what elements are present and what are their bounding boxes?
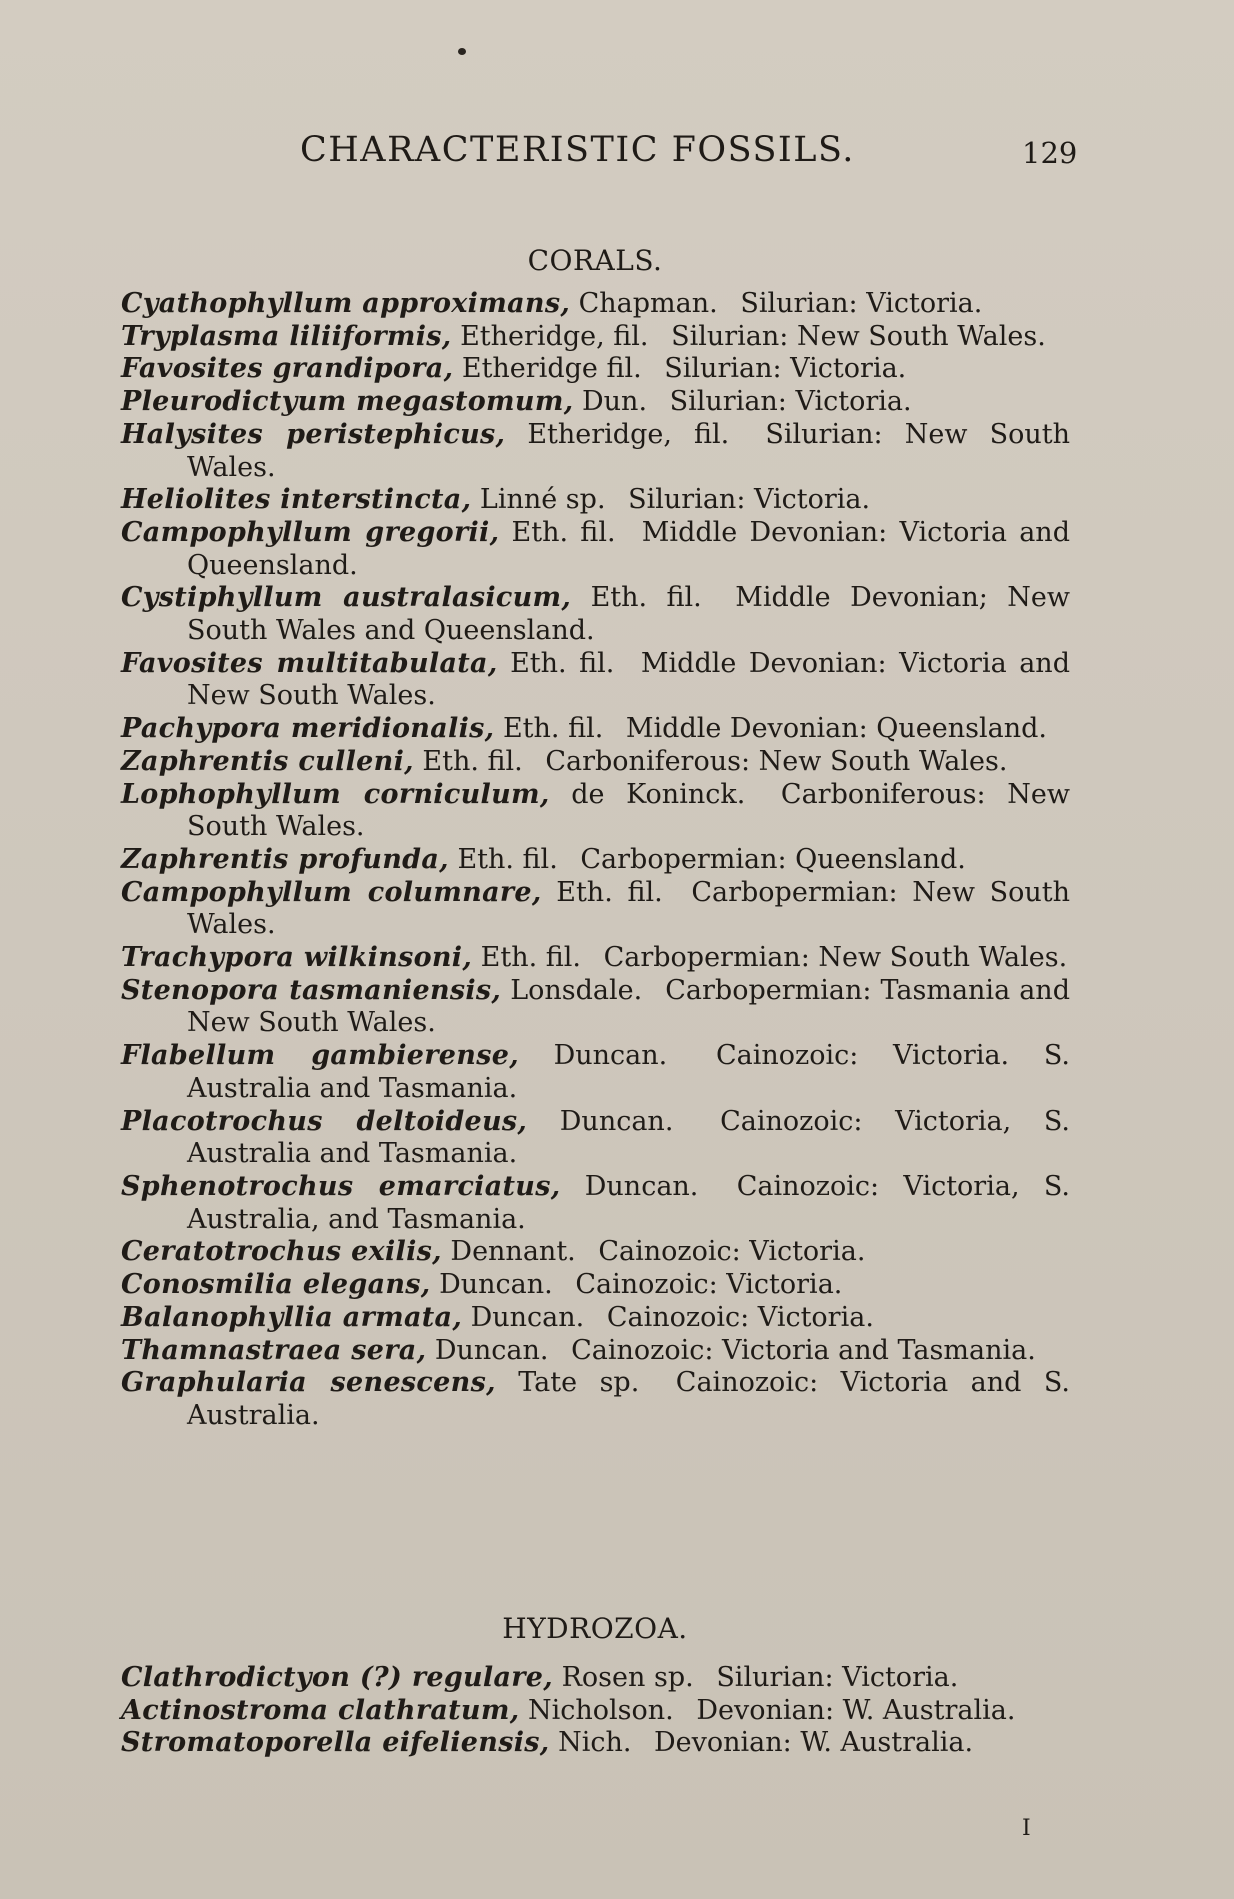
taxon-name: Actinostroma clathratum, — [121, 1694, 520, 1726]
fossil-entry — [121, 419, 1070, 484]
taxon-authority: Nich. — [558, 1727, 632, 1759]
fossil-entry — [121, 877, 1070, 942]
taxon-name: Sphenotrochus emarciatus, — [121, 1170, 561, 1202]
fossil-entry — [121, 1106, 1070, 1171]
fossil-entry — [121, 517, 1070, 582]
taxon-name: Zaphrentis profunda, — [121, 843, 449, 875]
taxon-authority: Etheridge, fil. — [527, 418, 730, 450]
corals-list — [121, 288, 1070, 1433]
taxon-authority: Etheridge fil. — [461, 353, 642, 385]
taxon-name: Pachypora meridionalis, — [121, 713, 495, 745]
fossil-entry — [121, 353, 1070, 386]
taxon-authority: Duncan. — [553, 1040, 668, 1072]
fossil-entry — [121, 386, 1070, 419]
taxon-name: Stenopora tasmaniensis, — [121, 974, 502, 1006]
taxon-authority: Tate sp. — [518, 1367, 640, 1399]
taxon-name: Thamnastraea sera, — [121, 1334, 427, 1366]
fossil-entry — [121, 288, 1070, 321]
taxon-name: Placotrochus deltoideus, — [121, 1105, 528, 1137]
taxon-authority: de Koninck. — [571, 778, 746, 810]
fossil-entry — [121, 713, 1070, 746]
geologic-occurrence: Cainozoic: Victoria, S. Australia, and Tasmania. — [187, 1170, 1070, 1235]
fossil-entry — [121, 1236, 1070, 1269]
geologic-occurrence: Carbopermian: Tasmania and New South Wales. — [187, 974, 1070, 1039]
fossil-entry — [121, 1662, 1070, 1695]
taxon-name: Clathrodictyon (?) regulare, — [121, 1662, 553, 1693]
taxon-authority: Nicholson. — [528, 1694, 674, 1726]
geologic-occurrence: Silurian: Victoria. — [664, 353, 907, 385]
taxon-authority: Lonsdale. — [510, 974, 643, 1006]
geologic-occurrence: Silurian: Victoria. — [628, 484, 871, 516]
running-head: CHARACTERISTIC FOSSILS. — [300, 130, 855, 170]
taxon-authority: Eth. fil. — [590, 582, 702, 614]
fossil-entry — [121, 1367, 1070, 1432]
fossil-entry — [121, 1727, 1070, 1760]
taxon-name: Stromatoporella eifeliensis, — [121, 1727, 550, 1759]
taxon-authority: Duncan. — [434, 1334, 549, 1366]
fossil-entry — [121, 1302, 1070, 1335]
fossil-entry — [121, 1171, 1070, 1236]
taxon-authority: Chapman. — [578, 288, 718, 319]
geologic-occurrence: Carbopermian: Queensland. — [580, 843, 966, 875]
geologic-occurrence: Middle Devonian: Victoria and New South Wales. — [187, 647, 1070, 712]
fossil-entry — [121, 582, 1070, 647]
geologic-occurrence: Cainozoic: Victoria. S. Australia and Tasmania. — [187, 1040, 1070, 1104]
hydrozoa-list — [121, 1662, 1070, 1760]
taxon-authority: Eth. fil. — [502, 713, 604, 745]
fossil-entry — [121, 1269, 1070, 1302]
page-number: 129 — [1022, 136, 1078, 170]
geologic-occurrence: Silurian: Victoria. — [740, 288, 983, 319]
corals-heading: CORALS. — [527, 244, 663, 277]
geologic-occurrence: Cainozoic: Victoria, S. Australia and Tasmania. — [187, 1105, 1070, 1170]
taxon-authority: Eth. fil. — [510, 647, 615, 679]
taxon-authority: Etheridge, fil. — [460, 320, 649, 352]
taxon-authority: Duncan. — [584, 1170, 699, 1202]
ink-speck — [458, 48, 466, 55]
fossil-entry — [121, 1695, 1070, 1728]
taxon-name: Graphularia senescens, — [121, 1367, 496, 1399]
geologic-occurrence: Silurian: New South Wales. — [187, 418, 1070, 483]
taxon-authority: Duncan. — [559, 1105, 674, 1137]
taxon-authority: Eth. fil. — [457, 843, 558, 875]
geologic-occurrence: Middle Devonian; New South Wales and Queensland. — [187, 582, 1070, 647]
taxon-name: Favosites multitabulata, — [121, 647, 498, 679]
fossil-entry — [121, 648, 1070, 713]
taxon-name: Pleurodictyum megastomum, — [121, 386, 574, 418]
geologic-occurrence: Cainozoic: Victoria and S. Australia. — [187, 1367, 1070, 1431]
geologic-occurrence: Middle Devonian: Victoria and Queensland. — [187, 516, 1070, 581]
fossil-entry — [121, 844, 1070, 877]
taxon-name: Halysites peristephicus, — [121, 418, 506, 450]
taxon-authority: Eth. fil. — [556, 876, 663, 908]
taxon-authority: Eth. fil. — [422, 745, 523, 777]
taxon-name: Balanophyllia armata, — [121, 1301, 463, 1333]
taxon-name: Heliolites interstincta, — [121, 484, 472, 516]
taxon-authority: Duncan. — [470, 1301, 585, 1333]
taxon-name: Tryplasma liliiformis, — [121, 320, 452, 352]
taxon-name: Campophyllum columnare, — [121, 876, 542, 908]
fossil-entry — [121, 1040, 1070, 1105]
geologic-occurrence: Cainozoic: Victoria. — [598, 1236, 866, 1268]
taxon-authority: Dun. — [582, 386, 648, 418]
geologic-occurrence: Carboniferous: New South Wales. — [187, 778, 1070, 843]
fossil-entry — [121, 975, 1070, 1040]
geologic-occurrence: Middle Devonian: Queensland. — [625, 713, 1047, 745]
fossil-entry — [121, 746, 1070, 779]
taxon-name: Trachypora wilkinsoni, — [121, 942, 473, 974]
taxon-name: Conosmilia elegans, — [121, 1269, 431, 1301]
geologic-occurrence: Cainozoic: Victoria. — [575, 1269, 843, 1301]
fossil-entry — [121, 1335, 1070, 1368]
fossil-entry — [121, 942, 1070, 975]
geologic-occurrence: Cainozoic: Victoria. — [606, 1301, 874, 1333]
taxon-authority: Eth. fil. — [480, 942, 581, 974]
geologic-occurrence: Devonian: W. Australia. — [696, 1694, 1016, 1726]
geologic-occurrence: Cainozoic: Victoria and Tasmania. — [571, 1334, 1036, 1366]
taxon-authority: Linné sp. — [479, 484, 606, 516]
taxon-name: Cystiphyllum australasicum, — [121, 582, 572, 614]
geologic-occurrence: Devonian: W. Australia. — [654, 1727, 974, 1759]
taxon-name: Favosites grandipora, — [121, 353, 454, 385]
geologic-occurrence: Carbopermian: New South Wales. — [187, 876, 1070, 941]
taxon-name: Lophophyllum corniculum, — [121, 778, 550, 810]
fossil-entry — [121, 321, 1070, 354]
taxon-name: Ceratotrochus exilis, — [121, 1236, 442, 1268]
taxon-authority: Rosen sp. — [561, 1662, 694, 1693]
signature-mark: I — [1022, 1816, 1031, 1841]
fossil-entry — [121, 484, 1070, 517]
taxon-name: Zaphrentis culleni, — [121, 745, 414, 777]
geologic-occurrence: Carboniferous: New South Wales. — [545, 745, 1008, 777]
geologic-occurrence: Silurian: New South Wales. — [671, 320, 1046, 352]
geologic-occurrence: Silurian: Victoria. — [669, 386, 912, 418]
taxon-name: Cyathophyllum approximans, — [121, 288, 571, 319]
geologic-occurrence: Silurian: Victoria. — [716, 1662, 959, 1693]
taxon-authority: Duncan. — [439, 1269, 553, 1301]
taxon-name: Campophyllum gregorii, — [121, 516, 500, 548]
fossil-entry — [121, 779, 1070, 844]
hydrozoa-heading: HYDROZOA. — [502, 1612, 688, 1645]
geologic-occurrence: Carbopermian: New South Wales. — [603, 942, 1068, 974]
taxon-authority: Dennant. — [450, 1236, 576, 1268]
taxon-authority: Eth. fil. — [511, 516, 616, 548]
taxon-name: Flabellum gambierense, — [121, 1040, 519, 1072]
